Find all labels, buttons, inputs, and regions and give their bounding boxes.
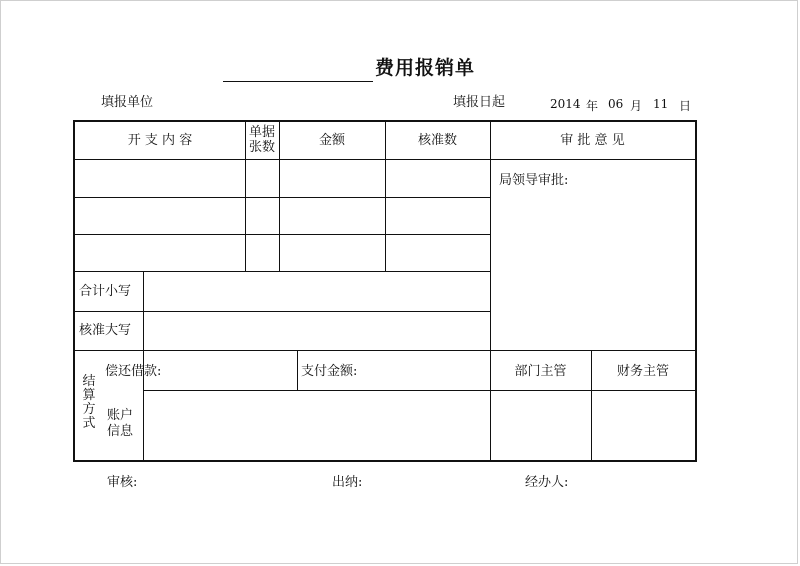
title-underline: [223, 81, 373, 82]
cashier-label: 出纳:: [332, 475, 363, 490]
approved-uppercase-label: 核准大写: [79, 323, 132, 338]
settlement-char-3: 方: [82, 402, 96, 417]
settlement-char-1: 结: [82, 374, 96, 389]
handler-label: 经办人:: [525, 475, 569, 490]
dept-head-label: 部门主管: [514, 364, 567, 379]
payment-amount-label: 支付金额:: [301, 364, 358, 379]
row-line-approved: [75, 350, 695, 351]
date-year-unit: 年: [586, 99, 599, 113]
row-line-1: [75, 197, 490, 198]
header-expense-content: 开 支 内 容: [127, 133, 193, 148]
date-month-unit: 月: [630, 99, 643, 113]
date-day: 11: [653, 97, 669, 111]
row-line-subtotal: [75, 311, 490, 312]
row-line-2: [75, 234, 490, 235]
settlement-char-2: 算: [82, 388, 96, 403]
header-receipt-count-1: 单据: [248, 125, 275, 140]
subtotal-label: 合计小写: [79, 284, 132, 299]
reviewer-label: 审核:: [107, 475, 138, 490]
form-title: 费用报销单: [375, 57, 476, 79]
date-day-unit: 日: [679, 99, 692, 113]
header-receipt-count-2: 张数: [248, 140, 275, 155]
leader-approval-label: 局领导审批:: [499, 173, 569, 188]
account-info-line1: 账户: [107, 408, 134, 423]
date-label: 填报日起: [453, 95, 506, 110]
finance-head-label: 财务主管: [616, 364, 669, 379]
row-line-3: [75, 271, 490, 272]
header-approved-count: 核准数: [417, 133, 457, 148]
header-amount: 金额: [318, 133, 345, 148]
unit-label: 填报单位: [101, 95, 154, 110]
header-approval-opinion: 审 批 意 见: [560, 133, 625, 148]
settlement-char-4: 式: [82, 416, 96, 431]
col-line-payment: [297, 350, 298, 390]
account-info-line2: 信息: [107, 424, 134, 439]
date-month: 06: [608, 97, 624, 111]
col-line-approval: [490, 122, 491, 460]
repayment-label: 偿还借款:: [105, 364, 162, 379]
date-year: 2014: [550, 97, 581, 111]
row-line-settlement: [143, 390, 695, 391]
expense-table: [73, 120, 697, 462]
